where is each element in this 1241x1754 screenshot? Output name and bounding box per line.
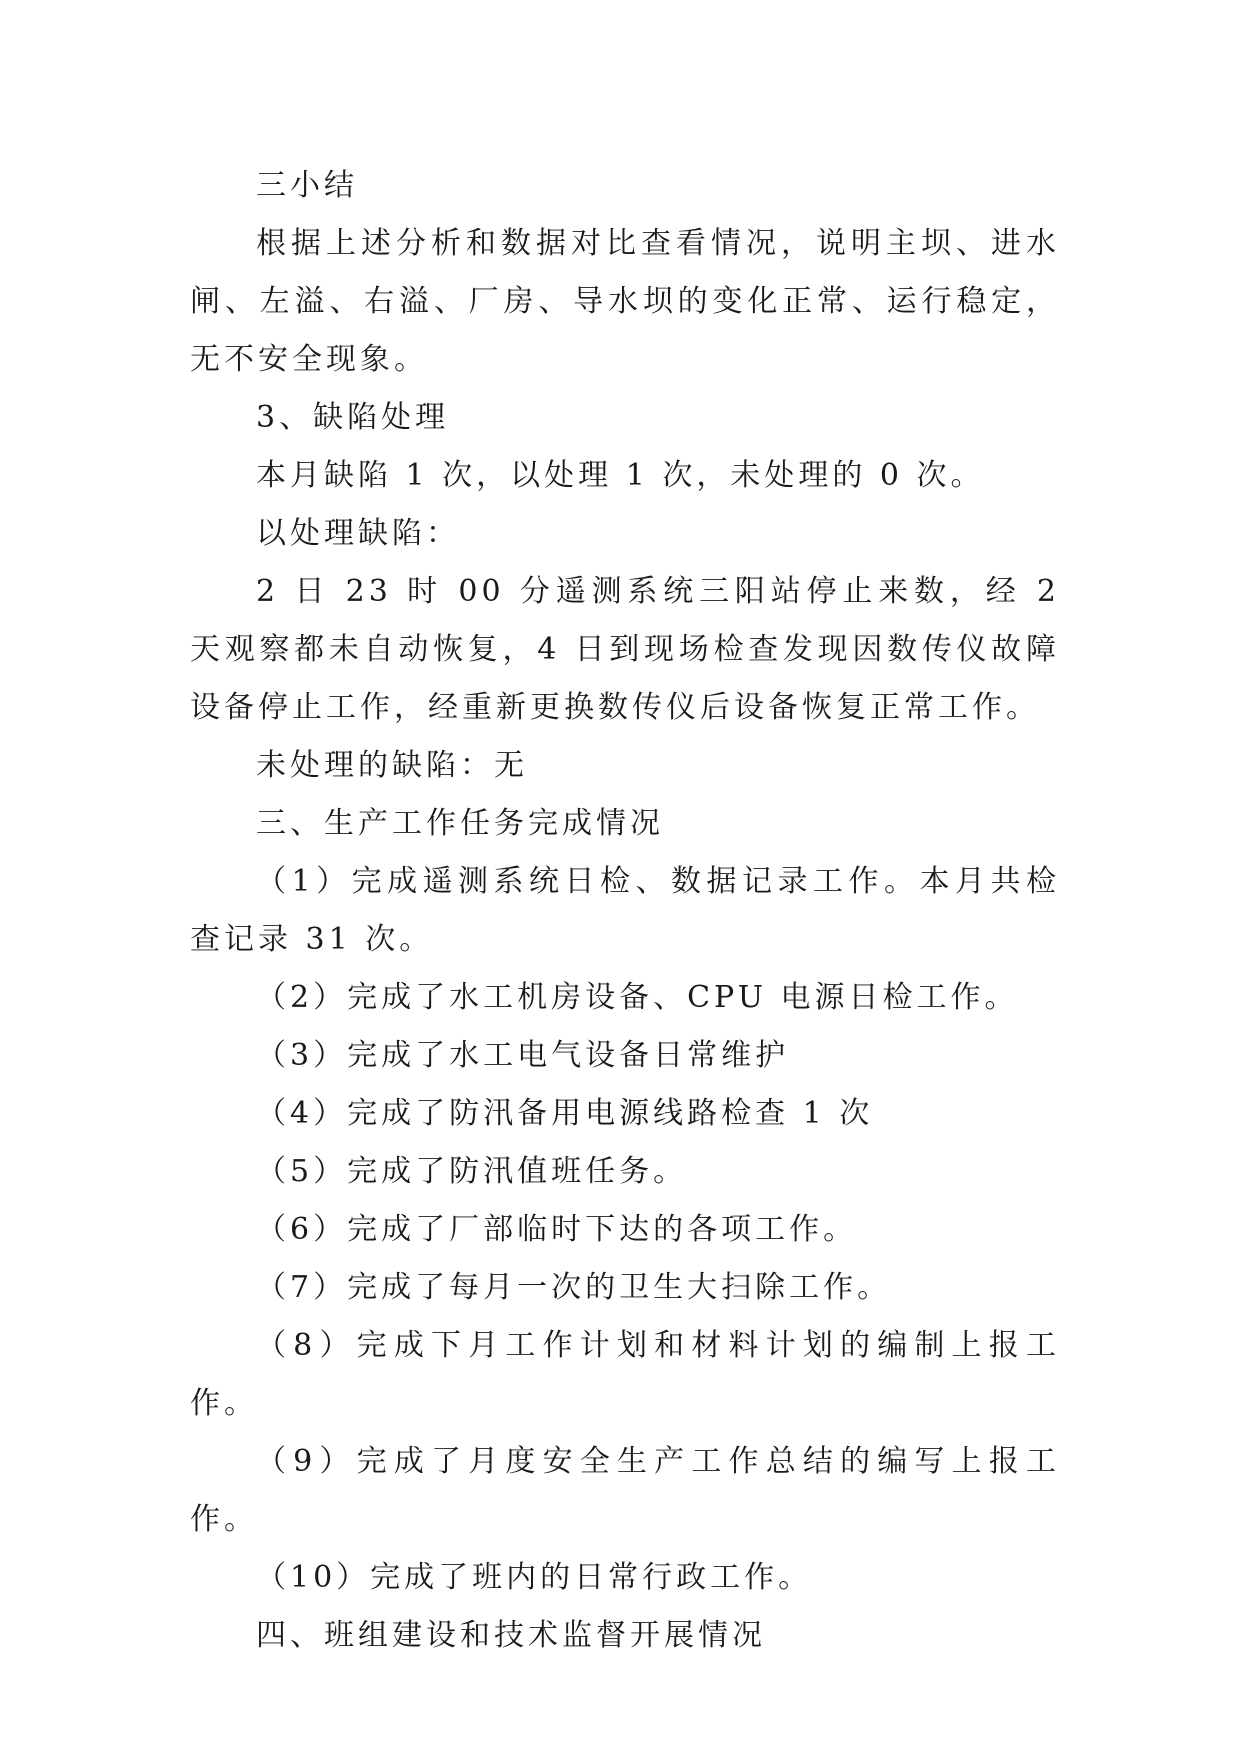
summary-paragraph: 根据上述分析和数据对比查看情况，说明主坝、进水闸、左溢、右溢、厂房、导水坝的变化正常、运行稳定，无不安全现象。 <box>190 226 1060 377</box>
task-item: （4）完成了防汛备用电源线路检查 1 次 <box>256 1096 874 1131</box>
task-item: （8）完成下月工作计划和材料计划的编制上报工作。 <box>190 1328 1060 1421</box>
task-item: （2）完成了水工机房设备、CPU 电源日检工作。 <box>256 980 1019 1015</box>
task-item: （10）完成了班内的日常行政工作。 <box>256 1560 813 1595</box>
defect-count-paragraph: 本月缺陷 1 次，以处理 1 次，未处理的 0 次。 <box>256 458 985 493</box>
section-heading-tasks: 三、生产工作任务完成情况 <box>256 806 664 841</box>
processed-defects-label: 以处理缺陷： <box>256 516 460 551</box>
section-heading-team-building: 四、班组建设和技术监督开展情况 <box>256 1618 766 1653</box>
section-heading-defects: 3、缺陷处理 <box>256 400 450 435</box>
section-heading-summary: 三小结 <box>256 168 358 203</box>
unprocessed-defects-line: 未处理的缺陷：无 <box>256 748 528 783</box>
task-item: （9）完成了月度安全生产工作总结的编写上报工作。 <box>190 1444 1060 1537</box>
task-item: （5）完成了防汛值班任务。 <box>256 1154 688 1189</box>
task-item: （7）完成了每月一次的卫生大扫除工作。 <box>256 1270 892 1305</box>
document-body <box>190 157 1060 1665</box>
processed-defect-detail: 2 日 23 时 00 分遥测系统三阳站停止来数，经 2 天观察都未自动恢复，4 日到现场检查发现因数传仪故障设备停止工作，经重新更换数传仪后设备恢复正常工作。 <box>190 574 1060 725</box>
task-item: （3）完成了水工电气设备日常维护 <box>256 1038 790 1073</box>
task-item: （1）完成遥测系统日检、数据记录工作。本月共检查记录 31 次。 <box>190 864 1060 957</box>
task-item: （6）完成了厂部临时下达的各项工作。 <box>256 1212 858 1247</box>
